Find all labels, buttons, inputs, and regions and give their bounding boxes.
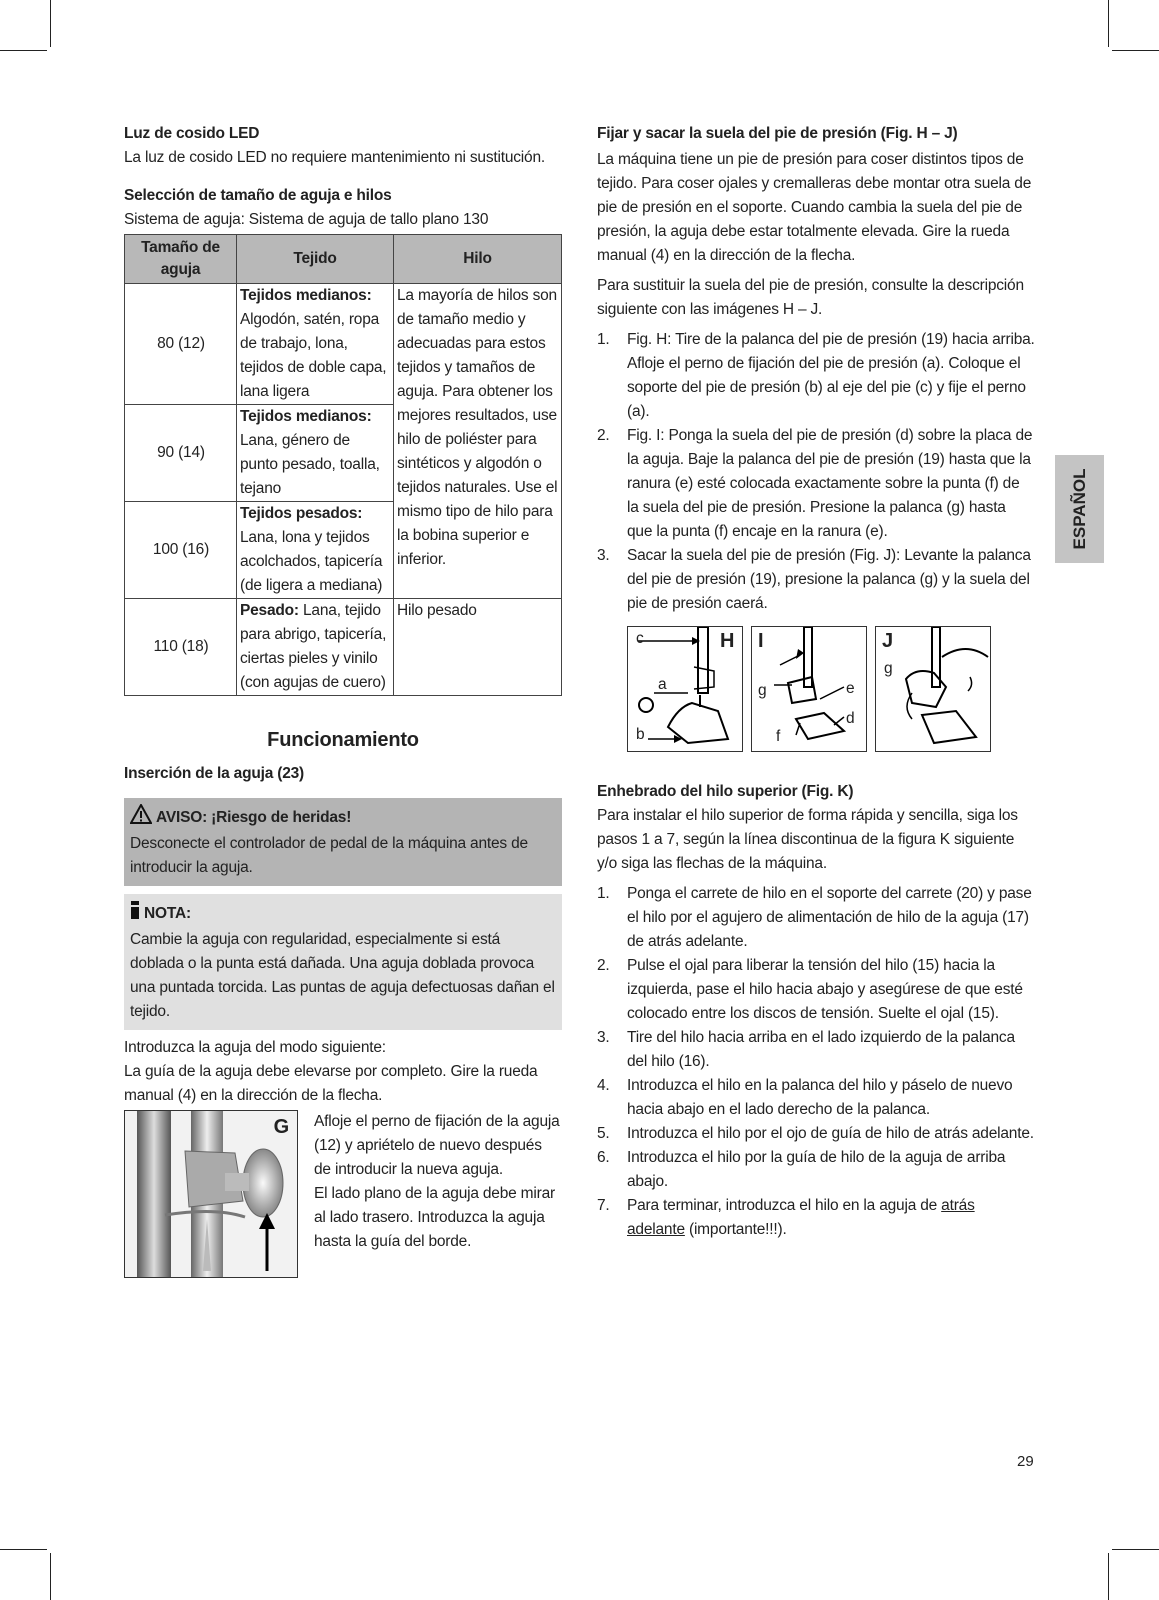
figure-g-text-2: El lado plano de la aguja debe mirar al lado trasero. Introduzca la aguja hasta la guía del borde. (314, 1185, 555, 1250)
list-item (597, 1194, 1035, 1242)
note-title: NOTA: (144, 905, 191, 922)
step-text-part: (importante!!!). (684, 1221, 787, 1238)
table-header-row (125, 235, 562, 284)
needle-table (124, 234, 562, 696)
step-number: 2. (597, 427, 610, 444)
language-tab (1055, 455, 1104, 563)
fabric-cell (237, 502, 394, 599)
table-row (125, 599, 562, 696)
figures-h-j (627, 626, 1035, 752)
presser-foot-text-2: Para sustituir la suela del pie de presión, consulte la descripción siguiente con las imágenes H – J. (597, 277, 1024, 318)
selection-title: Selección de tamaño de aguja e hilos (124, 187, 392, 204)
insert-needle-title: Inserción de la aguja (23) (124, 765, 304, 782)
step-number: 1. (597, 331, 610, 348)
step-number: 7. (597, 1197, 610, 1214)
step-number: 4. (597, 1077, 610, 1094)
info-icon (130, 900, 140, 928)
note-header (130, 900, 556, 928)
note-text: Cambie la aguja con regularidad, especialmente si está doblada o la punta está dañada. Una aguja doblada provoca una puntada torcida. Las puntas de aguja defectuosas dañan el tejido. (130, 931, 555, 1020)
warning-box (124, 798, 562, 886)
list-item (597, 328, 1035, 424)
thread-cell: Hilo pesado (394, 599, 562, 696)
right-column (597, 122, 1035, 1242)
fabric-cell (237, 284, 394, 405)
step-number: 2. (597, 957, 610, 974)
list-item (597, 954, 1035, 1026)
figure-j (875, 626, 991, 752)
presser-foot-text-1: La máquina tiene un pie de presión para coser distintos tipos de tejido. Para coser ojales y cremalleras debe montar otra suela de pie de presión en el soporte. Cuando cambia la suela del pie de presión, la aguja debe estar totalmente elevada. Gire la rueda manual (4) en la dirección de la flecha. (597, 151, 1032, 264)
fabric-bold: Tejidos medianos: (240, 408, 372, 425)
table-header: Tamaño de aguja (125, 235, 237, 284)
figure-j-label: J (882, 630, 893, 652)
callout-f: f (776, 728, 781, 745)
fabric-text: Algodón, satén, ropa de trabajo, lona, tejidos de doble capa, lana ligera (240, 311, 387, 400)
step-text: Fig. H: Tire de la palanca del pie de presión (19) hacia arriba. Afloje el perno de fijación del pie de presión (a). Coloque el soporte del pie de presión (b) al eje del pie (c) y fije el perno (a). (627, 331, 1035, 420)
list-item (597, 1122, 1035, 1146)
warning-title: AVISO: ¡Riesgo de heridas! (156, 809, 352, 826)
step-number: 5. (597, 1125, 610, 1142)
crop-mark (50, 1553, 51, 1600)
crop-mark (1112, 1549, 1159, 1550)
fabric-text: Lana, género de punto pesado, toalla, tejano (240, 432, 380, 497)
callout-b: b (636, 726, 645, 743)
figure-j-illustration (876, 627, 990, 751)
list-item (597, 544, 1035, 616)
warning-text: Desconecte el controlador de pedal de la máquina antes de introducir la aguja. (130, 835, 528, 876)
fabric-bold: Tejidos medianos: (240, 287, 372, 304)
step-text: Introduzca el hilo por el ojo de guía de hilo de atrás adelante. (627, 1125, 1034, 1142)
step-text (627, 1194, 1035, 1242)
list-item (597, 882, 1035, 954)
step-number: 1. (597, 885, 610, 902)
figure-g (124, 1110, 298, 1278)
callout-c: c (636, 630, 644, 647)
fabric-bold: Pesado: (240, 602, 299, 619)
selection-text: Sistema de aguja: Sistema de aguja de tallo plano 130 (124, 211, 489, 228)
list-item (597, 1074, 1035, 1122)
step-text: Fig. I: Ponga la suela del pie de presión (d) sobre la placa de la aguja. Baje la palanca del pie de presión (19) hasta que la ranura (e) esté colocada exactamente sobre la punta (f) de la suela del pie de presión. Presione la palanca (g) hasta que la punta (f) encaje en la ranura (e). (627, 427, 1033, 540)
crop-mark (1112, 50, 1159, 51)
callout-g: g (884, 660, 893, 677)
note-box (124, 894, 562, 1030)
callout-g: g (758, 682, 767, 699)
figure-g-label: G (273, 1116, 289, 1138)
left-column (124, 122, 562, 1278)
figure-g-block (124, 1110, 562, 1278)
list-item (597, 1146, 1035, 1194)
guide-text: La guía de la aguja debe elevarse por completo. Gire la rueda manual (4) en la dirección de la flecha. (124, 1063, 538, 1104)
fabric-cell (237, 405, 394, 502)
step-number: 6. (597, 1149, 610, 1166)
presser-foot-title: Fijar y sacar la suela del pie de presión (Fig. H – J) (597, 125, 958, 142)
section-title: Funcionamiento (267, 729, 419, 751)
threading-text: Para instalar el hilo superior de forma rápida y sencilla, siga los pasos 1 a 7, según la línea discontinua de la figura K siguiente y/o siga las flechas de la máquina. (597, 807, 1018, 872)
step-text: Introduzca el hilo en la palanca del hilo y páselo de nuevo hacia abajo en el lado derecho de la palanca. (627, 1077, 1013, 1118)
fabric-text: Lana, tejido para abrigo, tapicería, ciertas pieles y vinilo (con agujas de cuero) (240, 602, 387, 691)
step-text: Ponga el carrete de hilo en el soporte del carrete (20) y pase el hilo por el agujero de alimentación de hilo de la aguja (17) de atrás adelante. (627, 885, 1032, 950)
step-text-part: Para terminar, introduzca el hilo en la aguja de (627, 1197, 942, 1214)
step-text: Introduzca el hilo por la guía de hilo de la aguja de arriba abajo. (627, 1149, 1006, 1190)
crop-mark (1108, 1553, 1109, 1600)
language-tab-label: ESPAÑOL (1069, 468, 1089, 550)
led-title: Luz de cosido LED (124, 125, 260, 142)
figure-h (627, 626, 743, 752)
step-text: Tire del hilo hacia arriba en el lado izquierdo de la palanca del hilo (16). (627, 1029, 1015, 1070)
presser-foot-steps (597, 328, 1035, 616)
fabric-bold: Tejidos pesados: (240, 505, 363, 522)
step-text: Sacar la suela del pie de presión (Fig. J): Levante la palanca del pie de presión (19), presione la palanca (g) y la suela del pie de presión caerá. (627, 547, 1031, 612)
crop-mark (50, 0, 51, 47)
threading-title: Enhebrado del hilo superior (Fig. K) (597, 783, 854, 800)
intro-text: Introduzca la aguja del modo siguiente: (124, 1039, 386, 1056)
fabric-cell (237, 599, 394, 696)
figure-h-label: H (720, 630, 735, 652)
fabric-text: Lana, lona y tejidos acolchados, tapicería (de ligera a mediana) (240, 529, 383, 594)
needle-size: 100 (16) (125, 502, 237, 599)
figure-i-label: I (758, 630, 764, 652)
step-number: 3. (597, 547, 610, 564)
warning-header (130, 804, 556, 832)
needle-size: 80 (12) (125, 284, 237, 405)
crop-mark (0, 1549, 47, 1550)
figure-g-text (314, 1110, 562, 1278)
crop-mark (0, 50, 47, 51)
figure-i (751, 626, 867, 752)
figure-g-text-1: Afloje el perno de fijación de la aguja (12) y apriételo de nuevo después de introducir la nueva aguja. (314, 1113, 560, 1178)
underlined-text: atrás adelante (627, 1197, 975, 1238)
table-header: Tejido (237, 235, 394, 284)
list-item (597, 1026, 1035, 1074)
needle-size: 110 (18) (125, 599, 237, 696)
needle-clamp-illustration (125, 1111, 297, 1277)
needle-size: 90 (14) (125, 405, 237, 502)
callout-e: e (846, 680, 855, 697)
crop-mark (1108, 0, 1109, 47)
warning-icon (130, 804, 152, 832)
step-number: 3. (597, 1029, 610, 1046)
page-number: 29 (1017, 1453, 1034, 1470)
table-row (125, 284, 562, 405)
threading-steps (597, 882, 1035, 1242)
table-header: Hilo (394, 235, 562, 284)
step-text: Pulse el ojal para liberar la tensión del hilo (15) hacia la izquierda, pase el hilo hacia abajo y asegúrese de que esté colocado entre los discos de tensión. Suelte el ojal (15). (627, 957, 1023, 1022)
callout-d: d (846, 710, 855, 727)
thread-cell: La mayoría de hilos son de tamaño medio y adecuadas para estos tejidos y tamaños de aguja. Para obtener los mejores resultados, use hilo de poliéster para sintéticos y algodón o tejidos naturales. Use el mismo tipo de hilo para la bobina superior e inferior. (394, 284, 562, 599)
callout-a: a (658, 676, 667, 693)
list-item (597, 424, 1035, 544)
led-text: La luz de cosido LED no requiere mantenimiento ni sustitución. (124, 149, 545, 166)
